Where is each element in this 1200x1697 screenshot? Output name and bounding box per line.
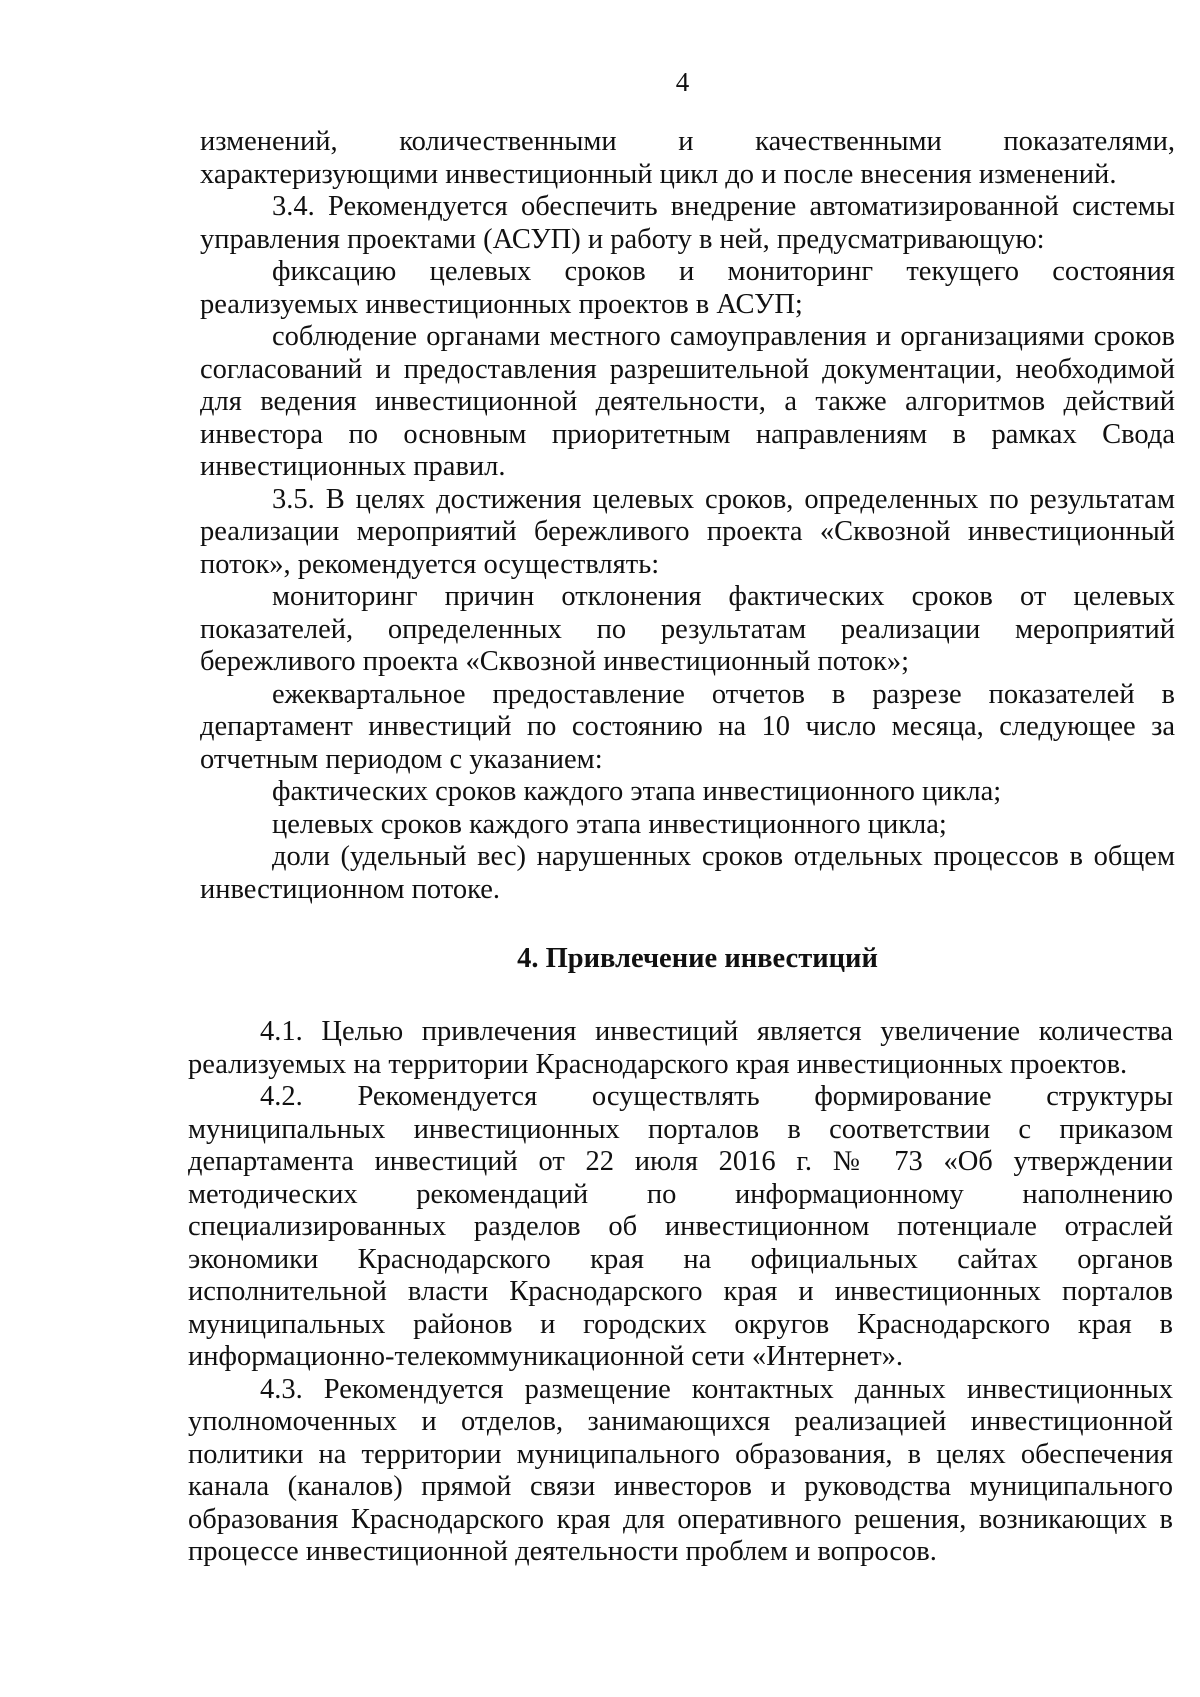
paragraph-3-5: 3.5. В целях достижения целевых сроков, определенных по результатам реализации мероприятий бережливого проекта «Сквозной инвестиционный поток», рекомендуется осуществлять:	[200, 483, 1175, 580]
paragraph-3-4: 3.4. Рекомендуется обеспечить внедрение автоматизированной системы управления проектами (АСУП) и работу в ней, предусматривающую:	[200, 191, 1175, 255]
paragraph-continuation: изменений, количественными и качественными показателями, характеризующими инвестиционный цикл до и после внесения изменений.	[200, 126, 1175, 190]
document-page	[188, 62, 1175, 1569]
paragraph-4-1: 4.1. Целью привлечения инвестиций является увеличение количества реализуемых на территории Краснодарского края инвестиционных проектов.	[188, 1016, 1173, 1080]
list-item-target-terms: целевых сроков каждого этапа инвестиционного цикла;	[272, 808, 947, 840]
paragraph-compliance: соблюдение органами местного самоуправления и организациями сроков согласований и предоставления разрешительной документации, необходимой для ведения инвестиционной деятельности, а также алгоритмов действий инвестора по основным приоритетным направлениям в рамках Свода инвестиционных правил.	[200, 321, 1175, 482]
paragraph-monitoring: мониторинг причин отклонения фактических сроков от целевых показателей, определенных по результатам реализации мероприятий бережливого проекта «Сквозной инвестиционный поток»;	[200, 581, 1175, 677]
paragraph-quarterly-reports: ежеквартальное предоставление отчетов в разрезе показателей в департамент инвестиций по состоянию на 10 число месяца, следующее за отчетным периодом с указанием:	[200, 678, 1175, 775]
list-item-actual-terms: фактических сроков каждого этапа инвестиционного цикла;	[272, 776, 1002, 807]
section-3-continuation	[200, 126, 1175, 906]
paragraph-4-3: 4.3. Рекомендуется размещение контактных данных инвестиционных уполномоченных и отделов, занимающихся реализацией инвестиционной политики на территории муниципального образования, в целях обеспечения канала (каналов) прямой связи инвесторов и руководства муниципального образования Краснодарского края для оперативного решения, возникающих в процессе инвестиционной деятельности проблем и вопросов.	[188, 1373, 1173, 1567]
paragraph-asup-fixation: фиксацию целевых сроков и мониторинг текущего состояния реализуемых инвестиционных проектов в АСУП;	[200, 256, 1175, 320]
paragraph-4-2: 4.2. Рекомендуется осуществлять формирование структуры муниципальных инвестиционных порталов в соответствии с приказом департамента инвестиций от 22 июля 2016 г. № 73 «Об утверждении методических рекомендаций по информационному наполнению специализированных разделов об инвестиционном потенциале отраслей экономики Краснодарского края на официальных сайтах органов исполнительной власти Краснодарского края и инвестиционных порталов муниципальных районов и городских округов Краснодарского края в информационно-телекоммуникационной сети «Интернет».	[188, 1081, 1173, 1372]
section-4-heading: 4. Привлечение инвестиций	[517, 943, 878, 974]
list-item-violated-share: доли (удельный вес) нарушенных сроков отдельных процессов в общем инвестиционном потоке.	[200, 841, 1175, 905]
section-4-body	[188, 1016, 1173, 1569]
page-number: 4	[675, 67, 690, 97]
